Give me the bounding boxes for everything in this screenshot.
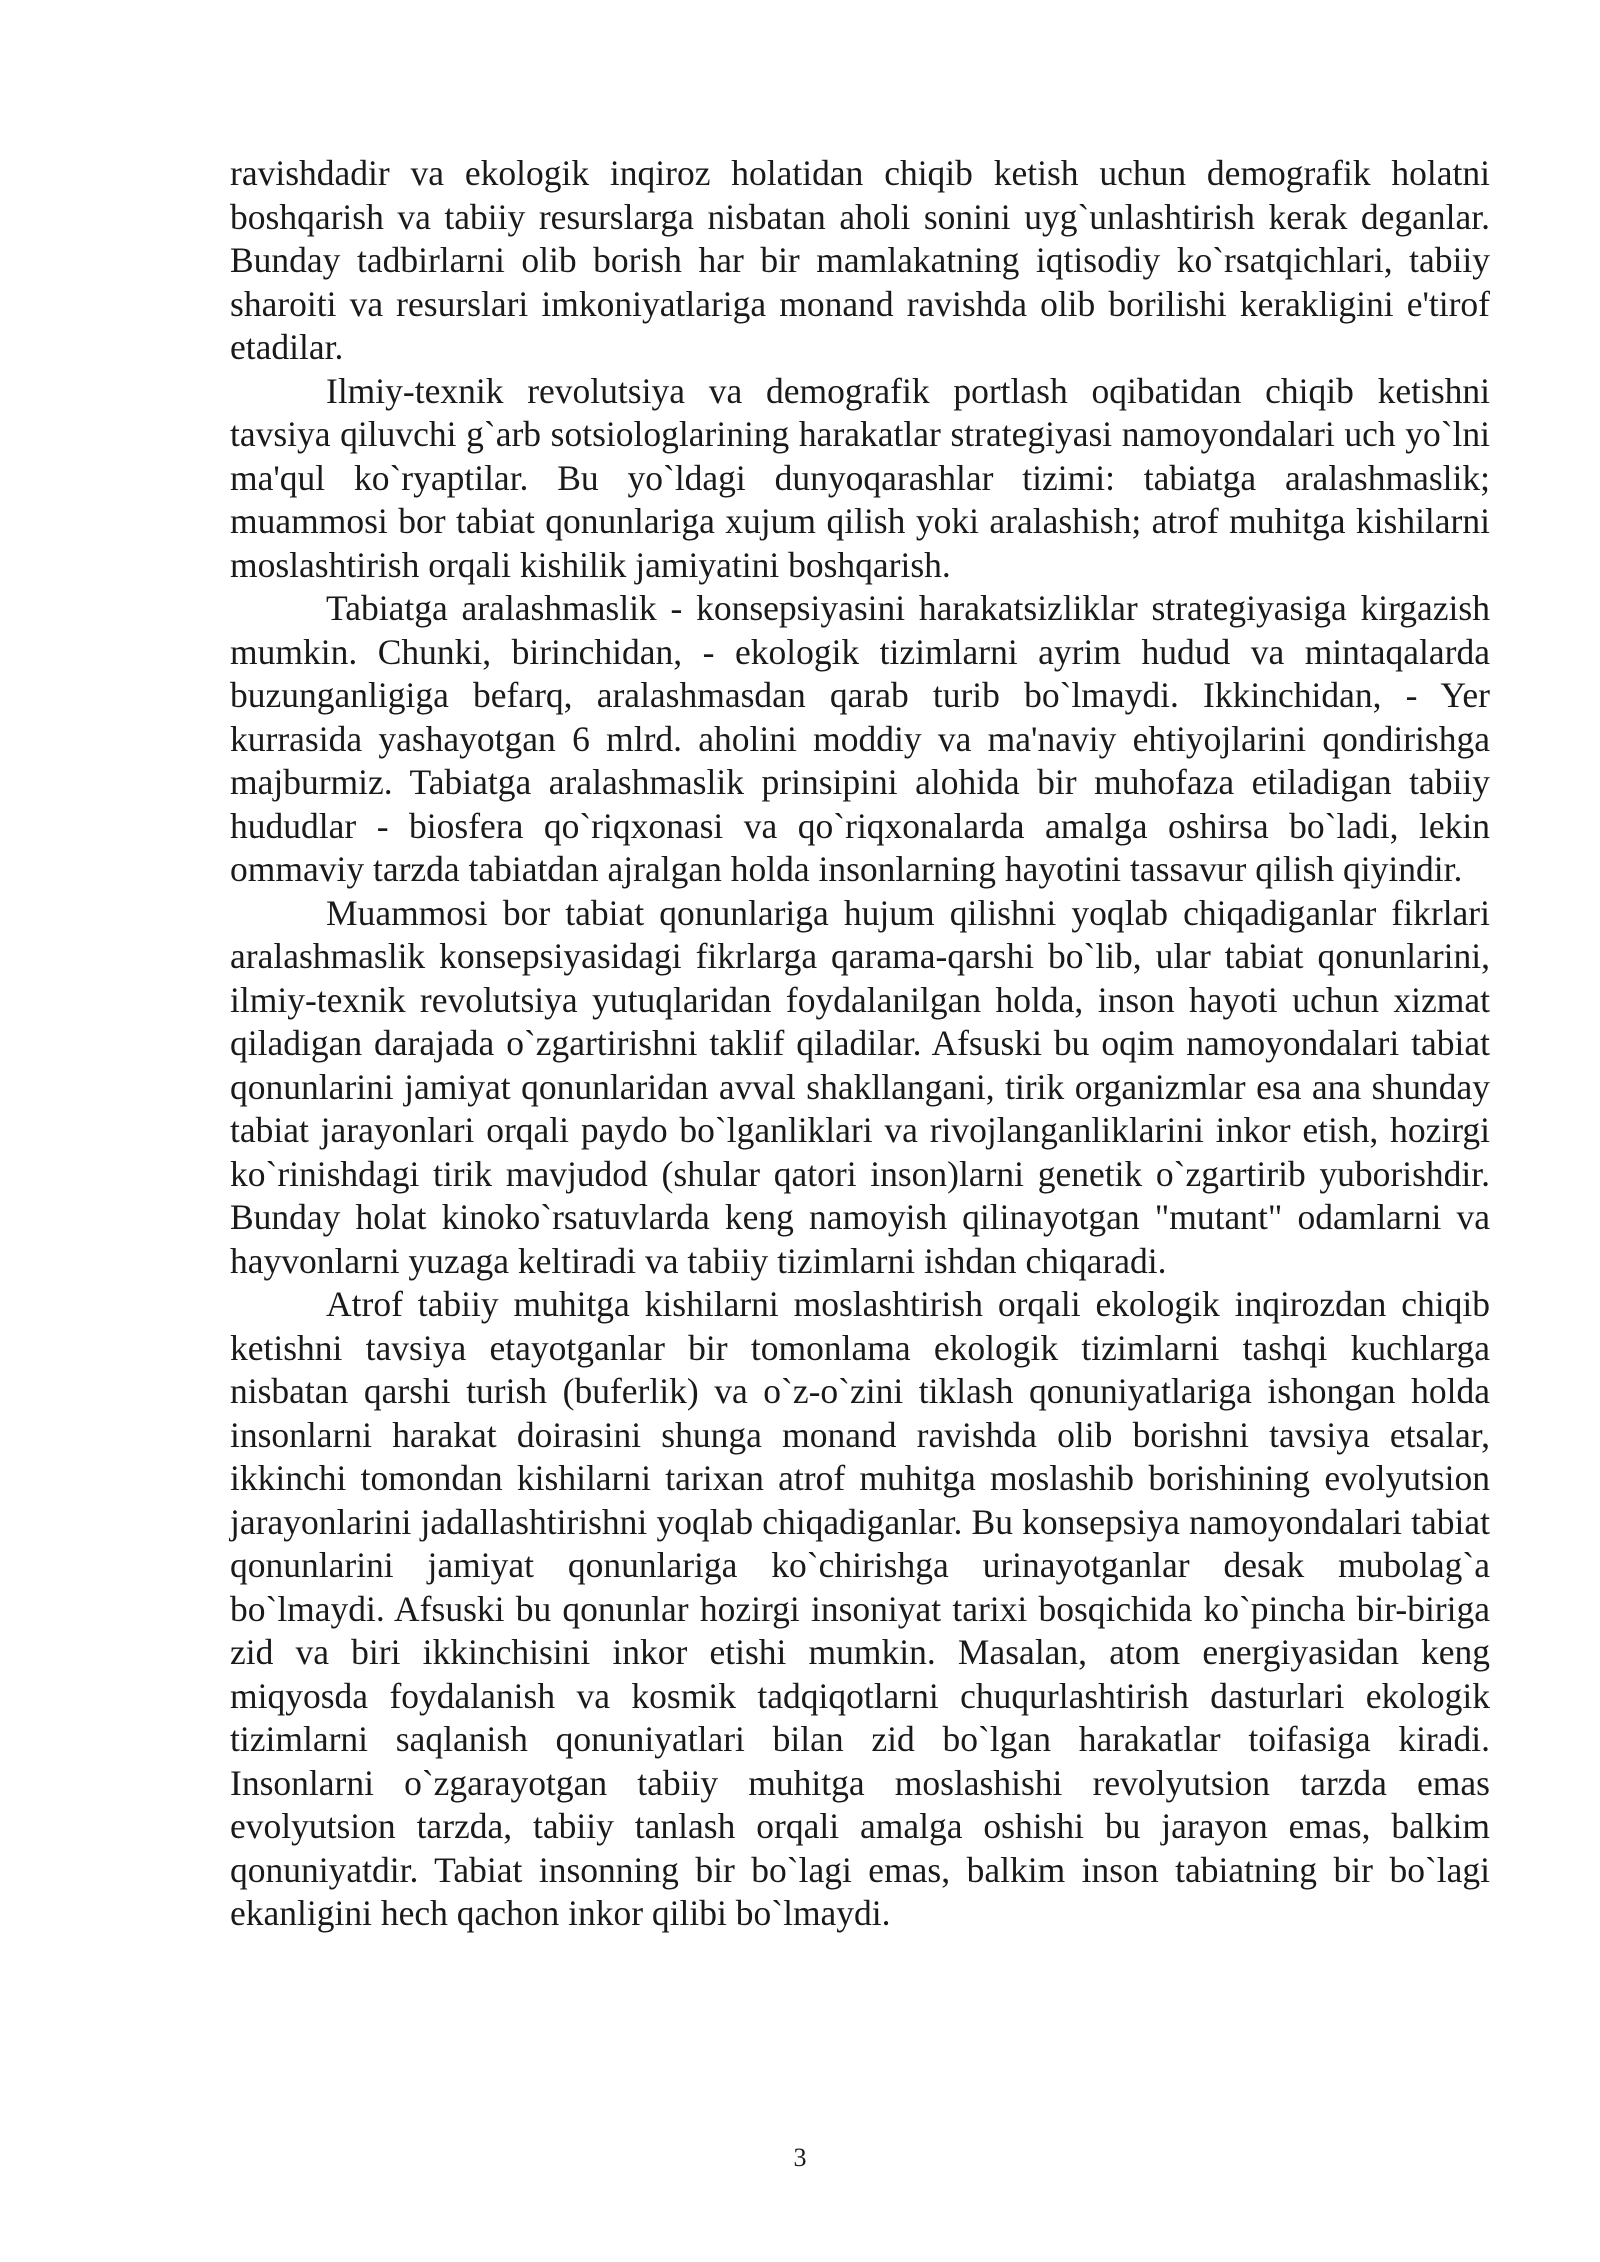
paragraph-adaptation: Atrof tabiiy muhitga kishilarni moslashtirish orqali ekologik inqirozdan chiqib ketishni tavsiya etayotganlar bir tomonlama ekologik tizimlarni tashqi kuchlarga nisbatan qarshi turish (buferlik) va o`z-o`zini tiklash qonuniyatlariga ishongan holda insonlarni harakat doirasini shunga monand ravishda olib borishni tavsiya etsalar, ikkinchi tomondan kishilarni tarixan atrof muhitga moslashib borishining evolyutsion jarayonlarini jadallashtirishni yoqlab chiqadiganlar. Bu konsepsiya namoyondalari tabiat qonunlarini jamiyat qonunlariga ko`chirishga urinayotganlar desak mubolag`a bo`lmaydi. Afsuski bu qonunlar hozirgi insoniyat tarixi bosqichida ko`pincha bir-biriga zid va biri ikkinchisini inkor etishi mumkin. Masalan, atom energiyasidan keng miqyosda foydalanish va kosmik tadqiqotlarni chuqurlashtirish dasturlari ekologik tizimlarni saqlanish qonuniyatlari bilan zid bo`lgan harakatlar toifasiga kiradi. Insonlarni o`zgarayotgan tabiiy muhitga moslashishi revolyutsion tarzda emas evolyutsion tarzda, tabiiy tanlash orqali amalga oshishi bu jarayon emas, balkim qonuniyatdir. Tabiat insonning bir bo`lagi emas, balkim inson tabiatning bir bo`lagi ekanligini hech qachon inkor qilibi bo`lmaydi. bbox=[230, 1284, 1490, 1933]
page-number: 3 bbox=[793, 2143, 807, 2172]
paragraph-strategies: Ilmiy-texnik revolutsiya va demografik portlash oqibatidan chiqib ketishni tavsiya qiluvchi g`arb sotsiologlarining harakatlar strategiyasi namoyondalari uch yo`lni ma'qul ko`ryaptilar. Bu yo`ldagi dunyoqarashlar tizimi: tabiatga aralashmaslik; muammosi bor tabiat qonunlariga xujum qilish yoki aralashish; atrof muhitga kishilarni moslashtirish orqali kishilik jamiyatini boshqarish. bbox=[230, 370, 1490, 585]
paragraph-non-interference: Tabiatga aralashmaslik - konsepsiyasini harakatsizliklar strategiyasiga kirgazish mumkin. Chunki, birinchidan, - ekologik tizimlarni ayrim hudud va mintaqalarda buzunganligiga befarq, aralashmasdan qarab turib bo`lmaydi. Ikkinchidan, - Yer kurrasida yashayotgan 6 mlrd. aholini moddiy va ma'naviy ehtiyojlarini qondirishga majburmiz. Tabiatga aralashmaslik prinsipini alohida bir muhofaza etiladigan tabiiy hududlar - biosfera qo`riqxonasi va qo`riqxonalarda amalga oshirsa bo`ladi, lekin ommaviy tarzda tabiatdan ajralgan holda insonlarning hayotini tassavur qilish qiyindir. bbox=[230, 588, 1490, 889]
document-body bbox=[230, 152, 1490, 1936]
paragraph-attack-on-laws: Muammosi bor tabiat qonunlariga hujum qilishni yoqlab chiqadiganlar fikrlari aralashmaslik konsepsiyasidagi fikrlarga qarama-qarshi bo`lib, ular tabiat qonunlarini, ilmiy-texnik revolutsiya yutuqlaridan foydalanilgan holda, inson hayoti uchun xizmat qiladigan darajada o`zgartirishni taklif qiladilar. Afsuski bu oqim namoyondalari tabiat qonunlarini jamiyat qonunlaridan avval shakllangani, tirik organizmlar esa ana shunday tabiat jarayonlari orqali paydo bo`lganliklari va rivojlanganliklarini inkor etish, hozirgi ko`rinishdagi tirik mavjudod (shular qatori inson)larni genetik o`zgartirib yuborishdir. Bunday holat kinoko`rsatuvlarda keng namoyish qilinayotgan "mutant" odamlarni va hayvonlarni yuzaga keltiradi va tabiiy tizimlarni ishdan chiqaradi. bbox=[230, 892, 1490, 1281]
paragraph-continuation: ravishdadir va ekologik inqiroz holatidan chiqib ketish uchun demografik holatni boshqarish va tabiiy resurslarga nisbatan aholi sonini uyg`unlashtirish kerak deganlar. Bunday tadbirlarni olib borish har bir mamlakatning iqtisodiy ko`rsatqichlari, tabiiy sharoiti va resurslari imkoniyatlariga monand ravishda olib borilishi kerakligini e'tirof etadilar. bbox=[230, 153, 1490, 367]
